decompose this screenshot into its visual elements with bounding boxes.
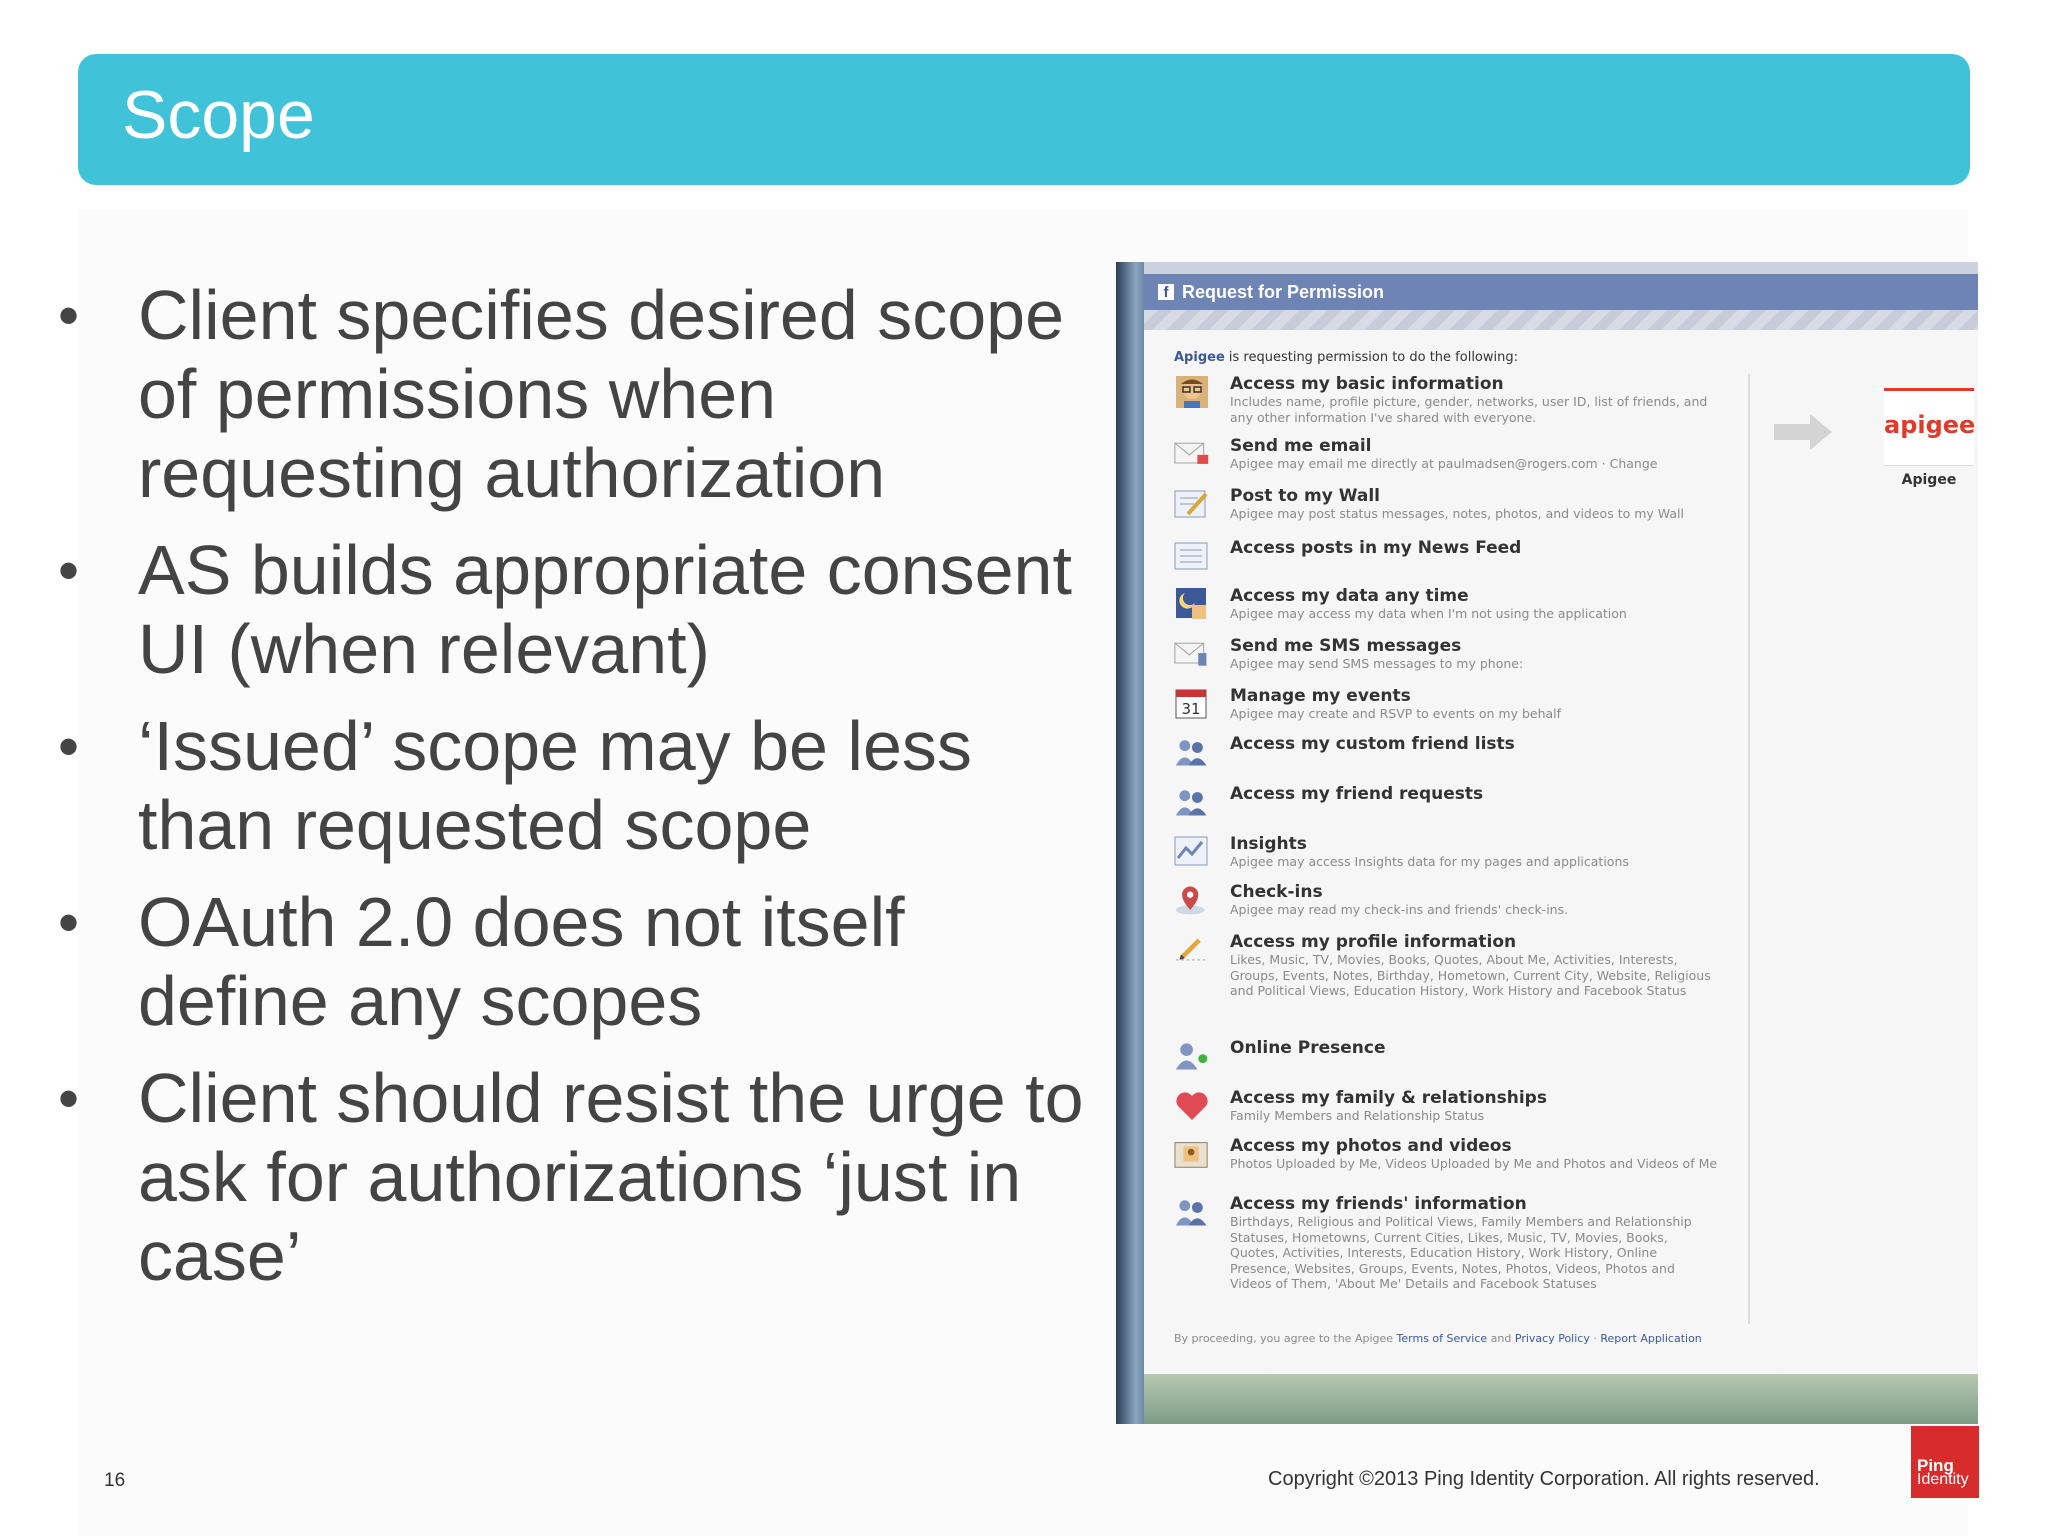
app-name: Apigee bbox=[1901, 472, 1957, 488]
permission-title: Access my data any time bbox=[1230, 586, 1469, 606]
dialog-title: Request for Permission bbox=[1182, 282, 1385, 302]
facebook-icon: f bbox=[1158, 284, 1174, 300]
bullet-item bbox=[58, 707, 1098, 865]
news-feed-icon bbox=[1174, 538, 1210, 574]
permission-title: Post to my Wall bbox=[1230, 486, 1381, 506]
permission-title: Access my basic information bbox=[1230, 374, 1504, 394]
report-application-link[interactable]: Report Application bbox=[1600, 1332, 1702, 1345]
insights-chart-icon bbox=[1174, 834, 1210, 870]
permission-title: Manage my events bbox=[1230, 686, 1411, 706]
bullet-item bbox=[58, 531, 1098, 689]
heart-icon bbox=[1174, 1088, 1210, 1124]
bullet-item bbox=[58, 276, 1098, 513]
online-presence-icon bbox=[1174, 1038, 1210, 1074]
permission-description: Apigee may read my check-ins and friends' check-ins. bbox=[1230, 902, 1569, 917]
intro-app-name[interactable]: Apigee bbox=[1174, 350, 1225, 365]
person-avatar-icon bbox=[1174, 374, 1210, 410]
bullet-text: Client specifies desired scope of permissions when requesting authorization bbox=[138, 276, 1065, 512]
bullet-text: ‘Issued’ scope may be less than requested scope bbox=[138, 707, 972, 864]
permission-title: Check-ins bbox=[1230, 882, 1323, 902]
wall-post-icon bbox=[1174, 486, 1210, 522]
svg-text:31: 31 bbox=[1181, 700, 1201, 718]
permission-description: Apigee may send SMS messages to my phone: bbox=[1230, 656, 1524, 671]
permission-title: Access posts in my News Feed bbox=[1230, 538, 1522, 558]
title-bar bbox=[78, 54, 1970, 185]
permission-description: Birthdays, Religious and Political Views, Family Members and Relationship Statuses, Hometowns, Current Cities, Likes, Music, TV, Movies, Books, Quotes, Activities, Interests, Education History, Work History, Online Presence, Websites, Groups, Events, Notes, Photos, Videos, Photos and Videos of Them, 'About Me' Details and Facebook Statuses bbox=[1230, 1214, 1692, 1291]
logo-line-2: Identity bbox=[1917, 1471, 1969, 1488]
friends-icon bbox=[1174, 1194, 1210, 1230]
bullet-text: OAuth 2.0 does not itself define any scopes bbox=[138, 883, 905, 1040]
photo-icon bbox=[1174, 1136, 1210, 1172]
bullet-item bbox=[58, 883, 1098, 1041]
friends-icon bbox=[1174, 784, 1210, 820]
permission-title: Access my custom friend lists bbox=[1230, 734, 1515, 754]
bullet-dot-icon: • bbox=[58, 713, 80, 780]
bullet-item bbox=[58, 1059, 1098, 1296]
permission-description: Apigee may access Insights data for my pages and applications bbox=[1230, 854, 1629, 869]
permission-title: Send me SMS messages bbox=[1230, 636, 1462, 656]
bullet-dot-icon: • bbox=[58, 1065, 80, 1132]
copyright-notice: Copyright ©2013 Ping Identity Corporation. All rights reserved. bbox=[1268, 1468, 1820, 1490]
permission-title: Access my family & relationships bbox=[1230, 1088, 1547, 1108]
desktop-edge bbox=[1116, 262, 1144, 1424]
ping-identity-logo bbox=[1911, 1426, 1979, 1498]
offline-access-icon bbox=[1174, 586, 1210, 622]
terms-footer bbox=[1174, 1332, 1702, 1345]
slide-title: Scope bbox=[122, 77, 315, 153]
permission-description: Apigee may email me directly at paulmadsen@rogers.com · Change bbox=[1230, 456, 1658, 471]
permission-dialog-screenshot bbox=[1116, 262, 1978, 1424]
permission-title: Online Presence bbox=[1230, 1038, 1386, 1058]
permission-title: Access my friends' information bbox=[1230, 1194, 1527, 1214]
intro-text: is requesting permission to do the following: bbox=[1224, 350, 1519, 365]
bullet-dot-icon: • bbox=[58, 282, 80, 349]
page-number: 16 bbox=[104, 1470, 126, 1491]
logo-line-1: Ping bbox=[1917, 1456, 1954, 1475]
arrow-right-icon bbox=[1774, 414, 1834, 450]
permission-title: Access my friend requests bbox=[1230, 784, 1484, 804]
envelope-icon bbox=[1174, 436, 1210, 472]
permission-description: Apigee may create and RSVP to events on my behalf bbox=[1230, 706, 1562, 721]
bullet-text: AS builds appropriate consent UI (when relevant) bbox=[138, 531, 1072, 688]
app-logo bbox=[1884, 388, 1974, 466]
permission-intro bbox=[1174, 350, 1518, 365]
window-top-edge bbox=[1144, 262, 1978, 274]
permission-title: Access my photos and videos bbox=[1230, 1136, 1512, 1156]
permission-description: Family Members and Relationship Status bbox=[1230, 1108, 1485, 1123]
permission-title: Send me email bbox=[1230, 436, 1372, 456]
map-pin-icon bbox=[1174, 882, 1210, 918]
sms-icon bbox=[1174, 636, 1210, 672]
permission-description: Includes name, profile picture, gender, networks, user ID, list of friends, and any other information I've shared with everyone. bbox=[1230, 394, 1708, 425]
permission-description: Photos Uploaded by Me, Videos Uploaded by Me and Photos and Videos of Me bbox=[1230, 1156, 1718, 1171]
bullet-dot-icon: • bbox=[58, 889, 80, 956]
permission-description: Apigee may access my data when I'm not using the application bbox=[1230, 606, 1627, 621]
terms-of-service-link[interactable]: Terms of Service bbox=[1396, 1332, 1488, 1345]
dialog-stripe bbox=[1144, 310, 1978, 330]
bullet-dot-icon: • bbox=[58, 537, 80, 604]
privacy-policy-link[interactable]: Privacy Policy bbox=[1514, 1332, 1590, 1345]
friends-icon bbox=[1174, 734, 1210, 770]
pencil-icon bbox=[1174, 932, 1210, 968]
permission-dialog bbox=[1144, 274, 1978, 1374]
terms-prefix: By proceeding, you agree to the Apigee bbox=[1174, 1332, 1397, 1345]
desktop-taskbar-edge bbox=[1144, 1374, 1978, 1424]
permission-description: Likes, Music, TV, Movies, Books, Quotes, About Me, Activities, Interests, Groups, Events, Notes, Birthday, Hometown, Current City, Website, Religious and Political Views, Education History, Work History and Facebook Status bbox=[1230, 952, 1711, 998]
bullet-text: Client should resist the urge to ask for authorizations ‘just in case’ bbox=[138, 1059, 1084, 1295]
dialog-divider bbox=[1748, 374, 1750, 1324]
app-logo-text: apigee bbox=[1884, 411, 1976, 439]
permission-title: Insights bbox=[1230, 834, 1307, 854]
bullet-list bbox=[58, 276, 1098, 1314]
permission-description: Apigee may post status messages, notes, photos, and videos to my Wall bbox=[1230, 506, 1684, 521]
terms-and: and bbox=[1487, 1332, 1515, 1345]
calendar-icon bbox=[1174, 686, 1210, 722]
dialog-header bbox=[1144, 274, 1978, 310]
terms-separator: · bbox=[1589, 1332, 1601, 1345]
permission-title: Access my profile information bbox=[1230, 932, 1517, 952]
